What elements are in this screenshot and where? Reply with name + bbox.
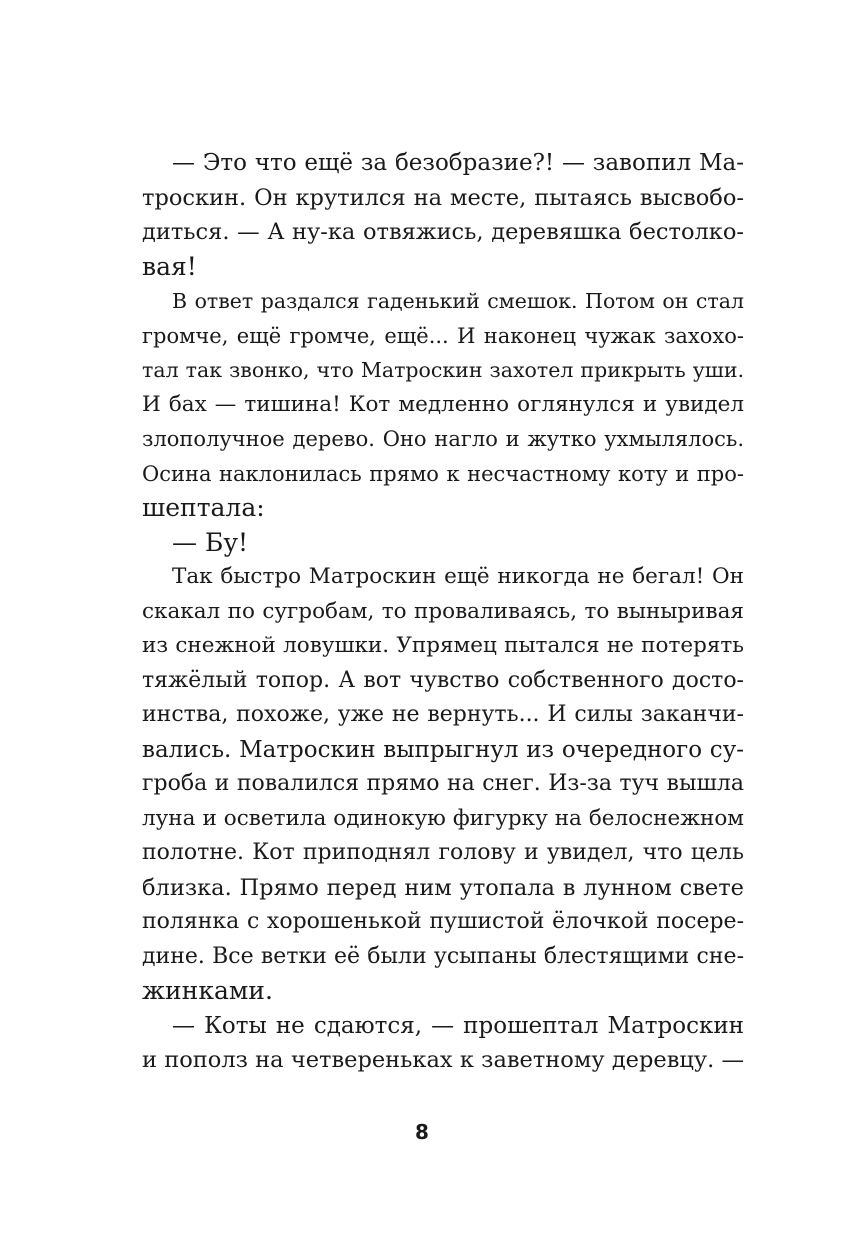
text-line: гроба и повалился прямо на снег. Из-за туч вышла bbox=[142, 771, 744, 796]
text-line: вались. Матроскин выпрыгнул из очередного су- bbox=[142, 736, 744, 763]
text-line: инства, похоже, уже не вернуть... И силы заканчи- bbox=[142, 702, 744, 727]
text-line: — Коты не сдаются, — прошептал Матроскин bbox=[172, 1012, 744, 1039]
text-line: луна и осветила одинокую фигурку на белоснежном bbox=[142, 805, 744, 831]
text-line: Осина наклонилась прямо к несчастному коту и про- bbox=[142, 461, 744, 486]
page-number: 8 bbox=[415, 1120, 429, 1144]
text-line: полянка с хорошенькой пушистой ёлочкой посере- bbox=[142, 909, 744, 934]
text-line: Так быстро Матроскин ещё никогда не бегал! Он bbox=[172, 564, 744, 589]
text-line: жинками. bbox=[142, 976, 273, 1005]
text-line: скакал по сугробам, то проваливаясь, то выныривая bbox=[142, 598, 744, 624]
text-line: В ответ раздался гаденький смешок. Потом он стал bbox=[172, 289, 744, 313]
paragraph bbox=[142, 560, 744, 1009]
text-line: шептала: bbox=[142, 493, 265, 522]
text-line: злополучное дерево. Оно нагло и жутко ухмылялось. bbox=[142, 427, 744, 451]
text-line: из снежной ловушки. Упрямец пытался не потерять bbox=[142, 633, 744, 658]
text-line: вая! bbox=[142, 251, 197, 281]
text-line: тал так звонко, что Матроскин захотел прикрыть уши. bbox=[142, 358, 744, 382]
text-line: тяжёлый топор. А вот чувство собственного досто- bbox=[142, 667, 744, 693]
text-line: — Бу! bbox=[172, 527, 249, 557]
paragraph bbox=[142, 284, 744, 526]
paragraph bbox=[142, 146, 744, 284]
body-text bbox=[142, 146, 744, 1078]
text-line: дине. Все ветки её были усыпаны блестящими сне- bbox=[142, 943, 744, 969]
text-line: — Это что ещё за безобразие?! — завопил Ма- bbox=[172, 150, 744, 176]
text-line: близка. Прямо перед ним утопала в лунном свете bbox=[142, 874, 744, 901]
paragraph bbox=[142, 526, 744, 561]
text-line: троскин. Он крутился на месте, пытаясь высвобо- bbox=[142, 184, 744, 211]
text-line: диться. — А ну-ка отвяжись, деревяшка бестолко- bbox=[142, 219, 744, 245]
text-line: громче, ещё громче, ещё... И наконец чужак захохо- bbox=[142, 323, 744, 348]
paragraph bbox=[142, 1009, 744, 1078]
text-line: полотне. Кот приподнял голову и увидел, что цель bbox=[142, 840, 744, 865]
text-line: И бах — тишина! Кот медленно оглянулся и увидел bbox=[142, 391, 744, 417]
text-line: и пополз на четвереньках к заветному деревцу. — bbox=[142, 1047, 744, 1073]
